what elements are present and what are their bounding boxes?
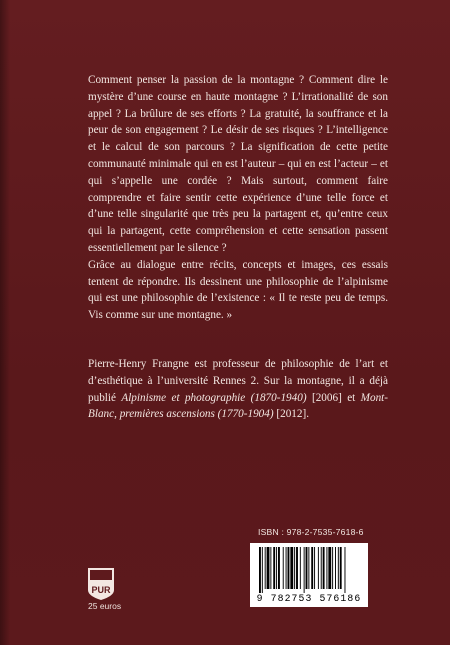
barcode-bar <box>290 547 293 589</box>
barcode-bar <box>321 547 322 589</box>
author-bio <box>88 356 388 423</box>
barcode-bar <box>276 547 277 589</box>
bio-book-title-1: Alpinisme et photographie (1870-1940) <box>121 391 307 404</box>
publisher-logo <box>86 566 116 602</box>
pur-logo-icon <box>86 566 116 602</box>
blurb-paragraph-1: Comment penser la passion de la montagne ? Comment dire le mystère d’une course en haute montagne ? L’irrationalité de son appel ? La brûlure de ses efforts ? La gratuité, la souffrance et la peur de son engagement ? Le désir de ses risques ? L’intelligence et le calcul de son parcours ? La signification de cette petite communauté minimale qui en est l’auteur – qui en est l’acteur – et qui s’appelle une cordée ? Mais surtout, comment faire comprendre et faire sentir cette expérience d’une telle force et d’une telle singularité que très peu la partagent et, qu’entre ceux qui la partagent, cette compréhension et cette sensation passent essentiellement par le silence ? <box>88 74 388 254</box>
barcode-bar <box>283 547 284 589</box>
barcode-bar <box>306 547 308 589</box>
blurb-text <box>88 72 388 324</box>
barcode-bar <box>300 547 301 589</box>
barcode-bar <box>311 547 313 589</box>
barcode-bar <box>335 547 336 589</box>
barcode-bar <box>304 547 305 593</box>
barcode-bar <box>345 547 346 593</box>
barcode-bar <box>340 547 342 589</box>
barcode-bar <box>314 547 315 589</box>
barcode-bar <box>259 547 261 593</box>
barcode-bar <box>328 547 331 589</box>
barcode-bar <box>318 547 319 589</box>
barcode-bar <box>262 547 263 593</box>
barcode-bar <box>267 547 270 589</box>
barcode-bar <box>265 547 266 589</box>
barcode-bar <box>288 547 290 589</box>
barcode-bar <box>308 547 309 589</box>
barcode-bar <box>286 547 287 589</box>
blurb-paragraph-2: Grâce au dialogue entre récits, concepts et images, ces essais tentent de répondre. Ils dessinent une philosophie de l’alpinisme qui est une philosophie de l’existence : « Il te reste peu de temps. Vis comme sur une montagne. » <box>88 258 388 322</box>
author-bio-paragraph <box>88 356 388 423</box>
barcode-bar <box>270 547 271 589</box>
isbn-label: ISBN : 978-2-7535-7618-6 <box>258 527 364 537</box>
barcode-bar <box>338 547 339 589</box>
barcode-bar <box>332 547 333 589</box>
barcode-bar <box>278 547 280 589</box>
barcode-bar <box>323 547 325 589</box>
barcode <box>250 543 368 607</box>
barcode-bar <box>273 547 275 589</box>
bio-year-2: [2012]. <box>273 408 310 421</box>
bio-year-1: [2006] et <box>306 391 361 404</box>
bio-intro: Pierre-Henry Frangne est professeur de philosophie de l’art et d’esthétique à l’université Rennes 2. Sur la montagne, il a déjà publié <box>88 358 388 404</box>
barcode-bar <box>294 547 295 589</box>
bio-book-title-2: Mont-Blanc, premières ascensions (1770-1904) <box>88 391 389 421</box>
barcode-bar <box>296 547 298 589</box>
price: 25 euros <box>88 601 122 611</box>
barcode-bar <box>326 547 327 589</box>
barcode-digits: 9 782753 576186 <box>256 593 362 604</box>
barcode-bars <box>259 547 359 593</box>
publisher-logo-text: PUR <box>91 585 111 595</box>
spine-shadow <box>0 0 10 645</box>
